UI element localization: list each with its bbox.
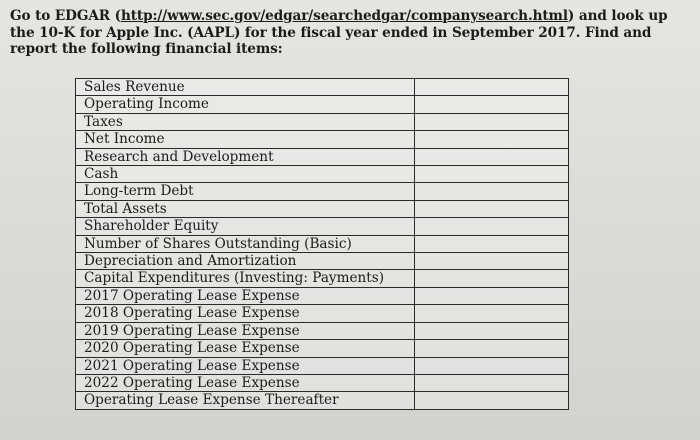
financial-item-label: Number of Shares Outstanding (Basic)	[76, 235, 415, 252]
financial-item-label: Operating Income	[76, 96, 415, 113]
financial-item-row	[76, 200, 569, 217]
financial-item-label: Long-term Debt	[76, 183, 415, 200]
financial-item-value-cell[interactable]	[415, 340, 569, 357]
financial-item-row	[76, 218, 569, 235]
financial-item-label: Net Income	[76, 131, 415, 148]
financial-item-value-cell[interactable]	[415, 218, 569, 235]
financial-item-row	[76, 235, 569, 252]
financial-item-value-cell[interactable]	[415, 113, 569, 130]
financial-item-value-cell[interactable]	[415, 253, 569, 270]
financial-item-row	[76, 253, 569, 270]
financial-item-value-cell[interactable]	[415, 96, 569, 113]
financial-item-value-cell[interactable]	[415, 79, 569, 96]
financial-item-value-cell[interactable]	[415, 235, 569, 252]
financial-items-table-body	[76, 79, 569, 410]
financial-item-value-cell[interactable]	[415, 392, 569, 409]
financial-item-label: Total Assets	[76, 200, 415, 217]
financial-item-value-cell[interactable]	[415, 131, 569, 148]
financial-item-row	[76, 374, 569, 391]
financial-item-label: Research and Development	[76, 148, 415, 165]
financial-item-value-cell[interactable]	[415, 183, 569, 200]
financial-item-label: Taxes	[76, 113, 415, 130]
financial-item-row	[76, 287, 569, 304]
financial-item-label: 2020 Operating Lease Expense	[76, 340, 415, 357]
financial-item-row	[76, 340, 569, 357]
financial-item-label: Shareholder Equity	[76, 218, 415, 235]
financial-item-value-cell[interactable]	[415, 200, 569, 217]
financial-item-label: 2017 Operating Lease Expense	[76, 287, 415, 304]
financial-item-value-cell[interactable]	[415, 322, 569, 339]
financial-item-value-cell[interactable]	[415, 287, 569, 304]
instructions-prefix: Go to EDGAR (	[10, 8, 121, 24]
financial-item-label: 2022 Operating Lease Expense	[76, 374, 415, 391]
financial-item-row	[76, 305, 569, 322]
financial-items-table	[75, 78, 569, 410]
financial-item-value-cell[interactable]	[415, 357, 569, 374]
financial-items-table-container	[75, 78, 566, 410]
financial-item-row	[76, 392, 569, 409]
financial-item-row	[76, 357, 569, 374]
financial-item-label: Cash	[76, 166, 415, 183]
financial-item-row	[76, 148, 569, 165]
financial-item-label: Capital Expenditures (Investing: Payments)	[76, 270, 415, 287]
financial-item-row	[76, 113, 569, 130]
financial-item-row	[76, 183, 569, 200]
financial-item-label: 2021 Operating Lease Expense	[76, 357, 415, 374]
financial-item-label: 2019 Operating Lease Expense	[76, 322, 415, 339]
financial-item-value-cell[interactable]	[415, 148, 569, 165]
financial-item-value-cell[interactable]	[415, 374, 569, 391]
financial-item-row	[76, 322, 569, 339]
instructions-paragraph	[10, 8, 690, 58]
financial-item-value-cell[interactable]	[415, 166, 569, 183]
financial-item-label: Sales Revenue	[76, 79, 415, 96]
financial-item-row	[76, 270, 569, 287]
edgar-company-search-link[interactable]: http://www.sec.gov/edgar/searchedgar/companysearch.html	[120, 8, 568, 24]
financial-item-value-cell[interactable]	[415, 270, 569, 287]
financial-item-value-cell[interactable]	[415, 305, 569, 322]
financial-item-label: Operating Lease Expense Thereafter	[76, 392, 415, 409]
financial-item-label: Depreciation and Amortization	[76, 253, 415, 270]
financial-item-row	[76, 131, 569, 148]
financial-item-label: 2018 Operating Lease Expense	[76, 305, 415, 322]
financial-item-row	[76, 96, 569, 113]
instructions-suffix: ) and look up the 10-K for Apple Inc. (AAPL) for the fiscal year ended in September 2017. Find and report the following financial items:	[10, 8, 668, 57]
financial-item-row	[76, 79, 569, 96]
financial-item-row	[76, 166, 569, 183]
